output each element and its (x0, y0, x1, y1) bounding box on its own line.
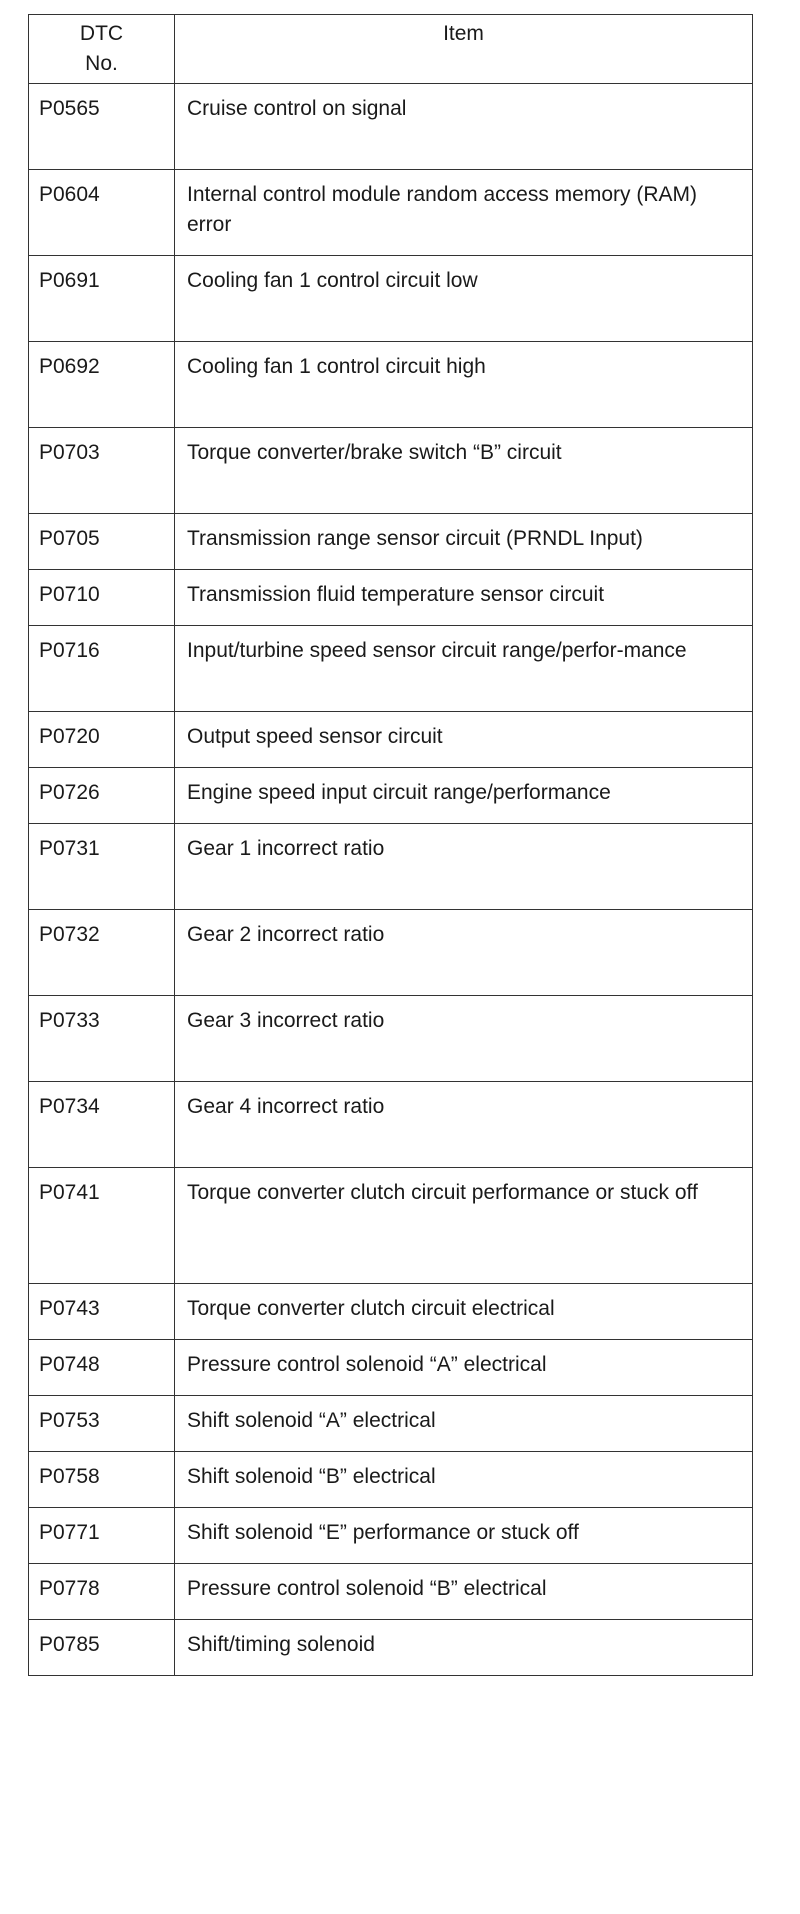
table-row (29, 514, 753, 570)
dtc-item: Shift solenoid “B” electrical (175, 1452, 753, 1508)
table-header-row (29, 15, 753, 84)
dtc-item: Engine speed input circuit range/performance (175, 768, 753, 824)
dtc-item: Pressure control solenoid “A” electrical (175, 1340, 753, 1396)
dtc-item: Shift solenoid “E” performance or stuck off (175, 1508, 753, 1564)
dtc-code: P0710 (29, 570, 175, 626)
table-row (29, 626, 753, 712)
dtc-code: P0705 (29, 514, 175, 570)
table-row (29, 170, 753, 256)
header-dtc-no (29, 15, 175, 84)
table-row (29, 910, 753, 996)
dtc-item: Transmission fluid temperature sensor circuit (175, 570, 753, 626)
table-row (29, 1168, 753, 1284)
table-row (29, 1284, 753, 1340)
dtc-item: Cooling fan 1 control circuit high (175, 342, 753, 428)
dtc-code: P0726 (29, 768, 175, 824)
table-row (29, 570, 753, 626)
dtc-table (28, 14, 753, 1676)
table-row (29, 996, 753, 1082)
table-body (29, 84, 753, 1676)
header-dtc-label: DTC No. (79, 22, 124, 75)
dtc-code: P0771 (29, 1508, 175, 1564)
dtc-item: Gear 1 incorrect ratio (175, 824, 753, 910)
dtc-item: Cruise control on signal (175, 84, 753, 170)
dtc-code: P0743 (29, 1284, 175, 1340)
table-row (29, 824, 753, 910)
table-row (29, 712, 753, 768)
dtc-code: P0785 (29, 1620, 175, 1676)
dtc-code: P0716 (29, 626, 175, 712)
dtc-code: P0604 (29, 170, 175, 256)
dtc-item: Output speed sensor circuit (175, 712, 753, 768)
table-row (29, 428, 753, 514)
table-row (29, 1620, 753, 1676)
dtc-item: Torque converter clutch circuit performance or stuck off (175, 1168, 753, 1284)
dtc-code: P0692 (29, 342, 175, 428)
table-row (29, 1340, 753, 1396)
dtc-code: P0753 (29, 1396, 175, 1452)
dtc-code: P0758 (29, 1452, 175, 1508)
dtc-code: P0748 (29, 1340, 175, 1396)
dtc-item: Torque converter clutch circuit electrical (175, 1284, 753, 1340)
dtc-item: Gear 2 incorrect ratio (175, 910, 753, 996)
dtc-item: Cooling fan 1 control circuit low (175, 256, 753, 342)
dtc-item: Shift/timing solenoid (175, 1620, 753, 1676)
dtc-code: P0734 (29, 1082, 175, 1168)
dtc-code: P0691 (29, 256, 175, 342)
dtc-item: Gear 4 incorrect ratio (175, 1082, 753, 1168)
header-item-label: Item (443, 22, 484, 45)
dtc-item: Torque converter/brake switch “B” circuit (175, 428, 753, 514)
table-row (29, 1396, 753, 1452)
dtc-code: P0741 (29, 1168, 175, 1284)
table-row (29, 1508, 753, 1564)
dtc-code: P0720 (29, 712, 175, 768)
dtc-item: Input/turbine speed sensor circuit range/perfor-mance (175, 626, 753, 712)
dtc-code: P0565 (29, 84, 175, 170)
dtc-item: Internal control module random access memory (RAM) error (175, 170, 753, 256)
table-row (29, 342, 753, 428)
dtc-item: Pressure control solenoid “B” electrical (175, 1564, 753, 1620)
table-row (29, 1564, 753, 1620)
dtc-code: P0732 (29, 910, 175, 996)
dtc-item: Transmission range sensor circuit (PRNDL Input) (175, 514, 753, 570)
dtc-code: P0778 (29, 1564, 175, 1620)
table-row (29, 768, 753, 824)
dtc-item: Gear 3 incorrect ratio (175, 996, 753, 1082)
table-row (29, 1452, 753, 1508)
dtc-code: P0703 (29, 428, 175, 514)
header-item (175, 15, 753, 84)
table-row (29, 84, 753, 170)
dtc-item: Shift solenoid “A” electrical (175, 1396, 753, 1452)
dtc-code: P0733 (29, 996, 175, 1082)
table-row (29, 1082, 753, 1168)
table-row (29, 256, 753, 342)
dtc-code: P0731 (29, 824, 175, 910)
